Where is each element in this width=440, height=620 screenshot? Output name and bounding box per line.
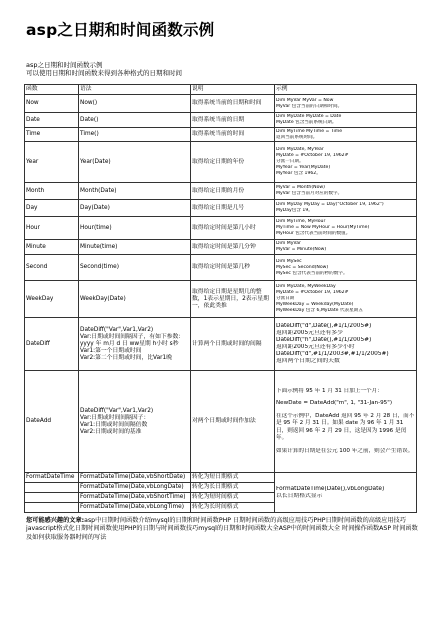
header-syntax: 语法 <box>79 85 191 95</box>
cell-function: Hour <box>25 217 79 240</box>
example-line: MyDate = #October 19, 1962# <box>276 153 349 158</box>
table-row <box>25 318 417 371</box>
cell-syntax: Hour(time) <box>79 217 191 240</box>
cell-syntax: Date() <box>79 113 191 128</box>
cell-description: 取得给定时间是第几秒 <box>191 255 275 281</box>
example-line: DateDiff("d",#1/1/2003#,#1/1/2005#) <box>276 351 389 357</box>
syntax-line: Var:日期或时间间隔因子： <box>80 414 150 421</box>
example-line: MyVar 包含当前月对应的数字。 <box>276 191 343 196</box>
table-row <box>25 95 417 113</box>
example-line: MyDate 包含当前系统日期。 <box>276 120 337 125</box>
cell-example <box>275 371 417 473</box>
cell-syntax: Minute(time) <box>79 240 191 255</box>
table-row <box>25 200 417 217</box>
table-body <box>25 95 417 513</box>
cell-example <box>275 240 417 255</box>
cell-function: FormatDateTime <box>25 473 79 483</box>
table-row <box>25 240 417 255</box>
table-row <box>25 281 417 318</box>
cell-syntax: Month(Date) <box>79 183 191 200</box>
cell-description: 对两个日期或时间作加法 <box>191 371 275 473</box>
example-line: 分派一日期。 <box>276 159 304 164</box>
cell-syntax: Time() <box>79 128 191 142</box>
intro-line-1: asp之日期和时间函数示例 <box>26 61 103 69</box>
example-line: 如果计算的日期是在公元 100 年之前，则会产生错误。 <box>276 447 414 454</box>
cell-description: 取得给定时间是第几分钟 <box>191 240 275 255</box>
cell-function: Time <box>25 128 79 142</box>
example-line: MyVar 包含当前的日期和时间。 <box>276 103 343 109</box>
syntax-line: Var2:第二个日期或时间，比Var1晚 <box>80 354 172 361</box>
cell-function: Month <box>25 183 79 200</box>
cell-function: Minute <box>25 240 79 255</box>
cell-description: 转化为短日期格式 <box>191 473 275 483</box>
example-line: MyVar = Month(Now) <box>276 185 325 190</box>
example-line: MyYear 包含 1962。 <box>276 171 321 176</box>
example-line: Dim MyDate, MyWeekDay <box>276 284 336 289</box>
example-line: Dim MyTime, MyHour <box>276 219 326 224</box>
cell-example <box>275 113 417 128</box>
cell-description: 取得给定日期是星期几的整数，1表示星期日，2表示星期一，依此类推 <box>191 281 275 318</box>
cell-description: 取得给定日期是几号 <box>191 200 275 217</box>
example-line: MySec 包含代表当前的秒的数字。 <box>276 270 348 276</box>
cell-description: 取得给定日期的年份 <box>191 142 275 183</box>
table-header-row <box>25 85 417 95</box>
cell-syntax: Second(time) <box>79 255 191 281</box>
example-line: 返回当前系统时间。 <box>276 134 318 140</box>
intro <box>26 61 182 77</box>
example-line: MyWeekDay = Weekday(MyDate) <box>276 302 354 307</box>
syntax-line: yyyy 年 m月 d 日 ww星期 h小时 s秒 <box>80 340 179 347</box>
syntax-line: Var:日期或时间间隔因子，有如下参数： <box>80 333 185 340</box>
cell-function: Second <box>25 255 79 281</box>
syntax-line: DateDiff("Var",Var1,Var2) <box>80 326 154 333</box>
cell-description: 取得给定日期的月份 <box>191 183 275 200</box>
syntax-line: DateDiff("Var",Var1,Var2) <box>80 407 154 414</box>
cell-syntax: WeekDay(Date) <box>79 281 191 318</box>
function-table <box>24 84 417 513</box>
cell-description: 计算两个日期或时间的间隔 <box>191 318 275 371</box>
example-line: MyVar = Minute(Now) <box>276 247 327 252</box>
table-row <box>25 183 417 200</box>
example-line: Dim MyDate, MyYear <box>276 147 324 152</box>
example-line: DateDiff("h",Date(),#1/1/2005#) <box>276 337 372 343</box>
cell-example <box>275 200 417 217</box>
cell-function <box>25 483 79 493</box>
cell-function <box>25 493 79 503</box>
cell-example <box>275 318 417 371</box>
table-row <box>25 255 417 281</box>
cell-function: Year <box>25 142 79 183</box>
example-line: NewDate = DateAdd("m", 1, "31-Jan-95") <box>276 400 392 407</box>
cell-description: 转化为短时间格式 <box>191 493 275 503</box>
related-text[interactable]: asp中日期时间函数介绍mysql的日期和时间函数PHP 日期时间函数的高级应用技巧PHP日期时间函数的高级应用技巧javascript格式化日期时间函数使用PHP的日期与时间函数技巧mysql的日期和时间函数大全ASP中的时间函数大全 时间操作函数ASP 时间函数及如何获取服务器时间的写法 <box>26 517 418 541</box>
related-label: 您可能感兴趣的文章: <box>26 517 85 524</box>
cell-syntax <box>79 318 191 371</box>
example-line: MyTime = Now MyHour = Hour(MyTime) <box>276 225 370 230</box>
cell-function: DateAdd <box>25 371 79 473</box>
cell-example <box>275 95 417 113</box>
page-title: asp之日期和时间函数示例 <box>26 21 215 39</box>
table-row <box>25 142 417 183</box>
cell-syntax: FormatDateTime(Date,vbLongDate) <box>79 483 191 493</box>
example-line: Dim MyVar MyVar = Now <box>276 97 334 103</box>
cell-example <box>275 142 417 183</box>
table-row <box>25 128 417 142</box>
header-description: 说明 <box>191 85 275 95</box>
example-line: Dim MySec <box>276 258 302 264</box>
cell-example <box>275 255 417 281</box>
cell-syntax: Day(Date) <box>79 200 191 217</box>
example-line: Dim MyTime MyTime = Time <box>276 128 343 134</box>
cell-example <box>275 473 417 513</box>
table-row <box>25 217 417 240</box>
cell-function: Date <box>25 113 79 128</box>
example-line: DateDiff("d",Date(),#1/1/2005#) <box>276 323 372 329</box>
cell-example <box>275 281 417 318</box>
example-line: 分派日期 <box>276 296 295 301</box>
example-line: MyHour 包含代表当前时间的数值。 <box>276 231 351 236</box>
table-row <box>25 113 417 128</box>
syntax-line: Var1:第一个日期或时间 <box>80 347 142 354</box>
example-line: MyDay包含 19。 <box>276 208 313 213</box>
example-line: MyYear = Year(MyDate) <box>276 165 331 170</box>
cell-syntax: FormatDateTime(Date,vbLongTime) <box>79 503 191 513</box>
example-line: 返回距2005元旦还有多少 <box>276 330 343 336</box>
cell-function <box>25 503 79 513</box>
cell-description: 取得系统当前的时间 <box>191 128 275 142</box>
table-row <box>25 371 417 473</box>
cell-description: 转化为长时间格式 <box>191 503 275 513</box>
header-function: 函数 <box>25 85 79 95</box>
cell-syntax: FormatDateTime(Date,vbShortTime) <box>79 493 191 503</box>
example-line: Dim MyDate MyDate = Date <box>276 114 342 119</box>
cell-function: WeekDay <box>25 281 79 318</box>
cell-syntax: FormatDateTime(Date,vbShortDate) <box>79 473 191 483</box>
header-example: 示例 <box>275 85 417 95</box>
cell-function: DateDiff <box>25 318 79 371</box>
cell-syntax <box>79 371 191 473</box>
cell-syntax: Year(Date) <box>79 142 191 183</box>
example-line: MyDate = #October 19, 1962# <box>276 290 349 295</box>
cell-syntax: Now() <box>79 95 191 113</box>
example-line: 在这个示例中，DateAdd 返回 95 年 2 月 28 日，而不是 95 年 2 月 31 日。如果 date 为 96 年 1 月 31 日，则返回 96 年 2 月 29 日，这是因为 1996 是闰年。 <box>276 412 415 442</box>
example-line: Dim MyDay MyDay = Day("October 19, 1962") <box>276 202 384 207</box>
cell-description: 取得系统当前的日期和时间 <box>191 95 275 113</box>
cell-example <box>275 217 417 240</box>
cell-description: 转化为长日期格式 <box>191 483 275 493</box>
intro-line-2: 可以使用日期和时间函数来得到各种格式的日期和时间 <box>26 69 182 77</box>
cell-description: 取得给定时间是第几小时 <box>191 217 275 240</box>
cell-example <box>275 128 417 142</box>
cell-example <box>275 183 417 200</box>
example-line: 返回距2005元旦还有多少小时 <box>276 344 355 350</box>
cell-function: Now <box>25 95 79 113</box>
cell-function: Day <box>25 200 79 217</box>
example-line: 返回两个日期之间的天数 <box>276 358 340 364</box>
example-line: 以长日期格式显示 <box>276 492 323 499</box>
syntax-line: Var2:日期或时间的基准 <box>80 428 142 435</box>
syntax-line: Var1:日期或时间间隔倍数 <box>80 421 148 428</box>
example-line: 下面示例将 95 年 1 月 31 日加上一个月： <box>276 388 383 395</box>
cell-description: 取得系统当前的日期 <box>191 113 275 128</box>
related-articles <box>26 517 418 542</box>
example-line: Dim MyVar <box>276 241 301 246</box>
example-line: MyWeekDay 包含 6,MyDate 代表星期五 <box>276 308 363 313</box>
table-row <box>25 473 417 483</box>
example-line: MySec = Second(Now) <box>276 264 329 270</box>
example-line: FormatDateTime(Date(),vbLongDate) <box>276 485 385 492</box>
